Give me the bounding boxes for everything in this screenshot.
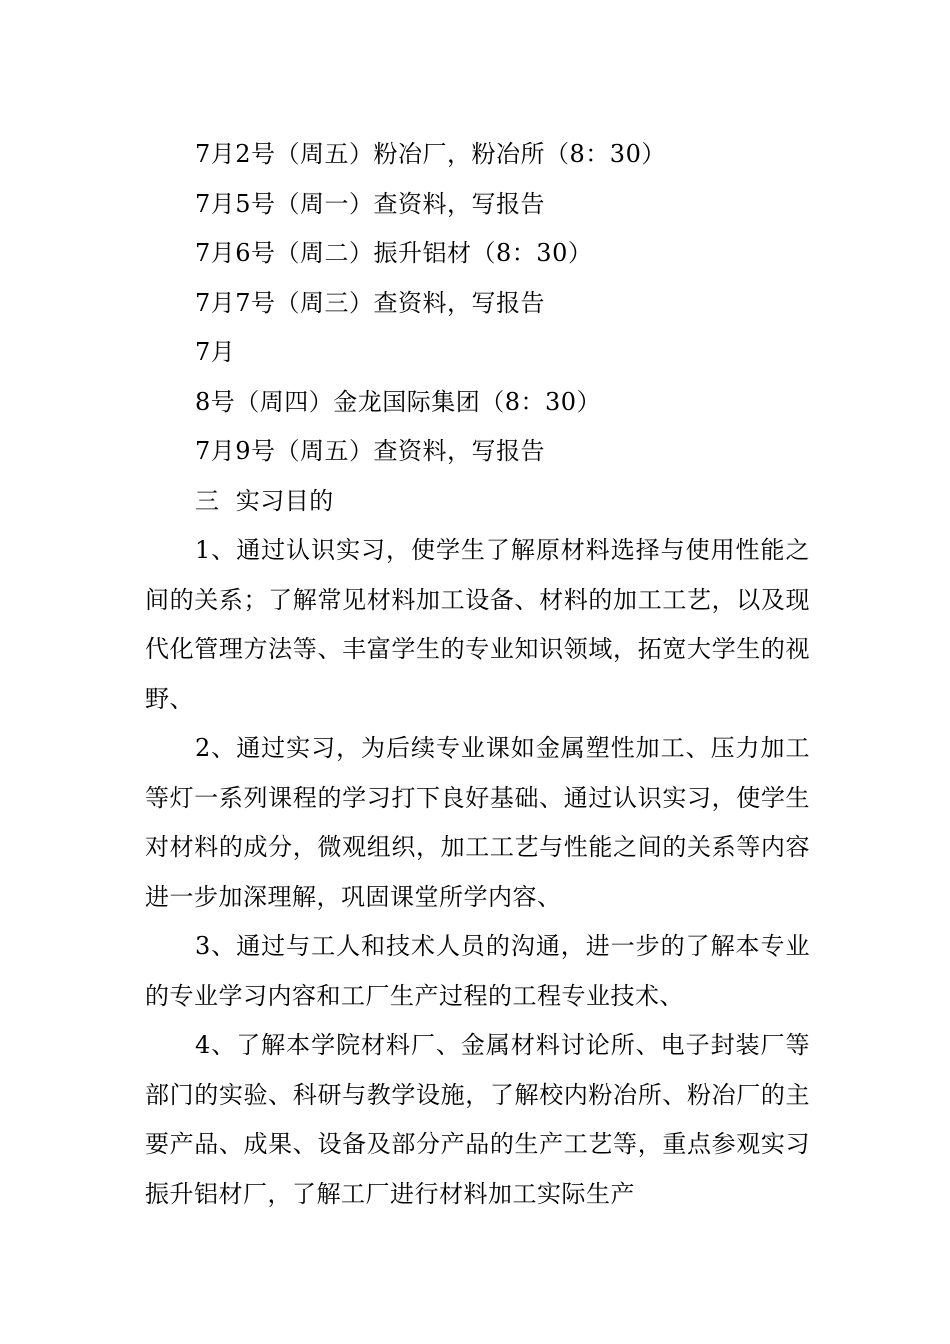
schedule-line: 7月9号（周五）查资料，写报告: [195, 437, 546, 465]
schedule-line: 7月7号（周三）查资料，写报告: [195, 288, 546, 317]
paragraph: 2、通过实习，为后续专业课如金属塑性加工、压力加工等灯一系列课程的学习打下良好基础、通过认识实习，使学生对材料的成分，微观组织，加工工艺与性能之间的关系等内容进一步加深理解，巩固课堂所学内容、: [145, 734, 810, 911]
document-body: [145, 130, 810, 1219]
schedule-line: 8号（周四）金龙国际集团（8：30）: [195, 387, 602, 416]
paragraph: 3、通过与工人和技术人员的沟通，进一步的了解本专业的专业学习内容和工厂生产过程的工程专业技术、: [145, 932, 810, 1010]
section-heading: 三 实习目的: [195, 486, 334, 515]
schedule-line: 7月2号（周五）粉冶厂，粉冶所（8：30）: [195, 140, 666, 168]
paragraph: 4、了解本学院材料厂、金属材料讨论所、电子封装厂等部门的实验、科研与教学设施，了解校内粉冶所、粉冶厂的主要产品、成果、设备及部分产品的生产工艺等，重点参观实习振升铝材厂，了解工厂进行材料加工实际生产: [145, 1031, 810, 1208]
schedule-line: 7月5号（周一）查资料，写报告: [195, 189, 546, 218]
schedule-line: 7月6号（周二）振升铝材（8：30）: [195, 239, 593, 267]
paragraph: 1、通过认识实习，使学生了解原材料选择与使用性能之间的关系；了解常见材料加工设备、材料的加工工艺，以及现代化管理方法等、丰富学生的专业知识领域，拓宽大学生的视野、: [145, 536, 810, 713]
schedule-line: 7月: [195, 338, 236, 366]
